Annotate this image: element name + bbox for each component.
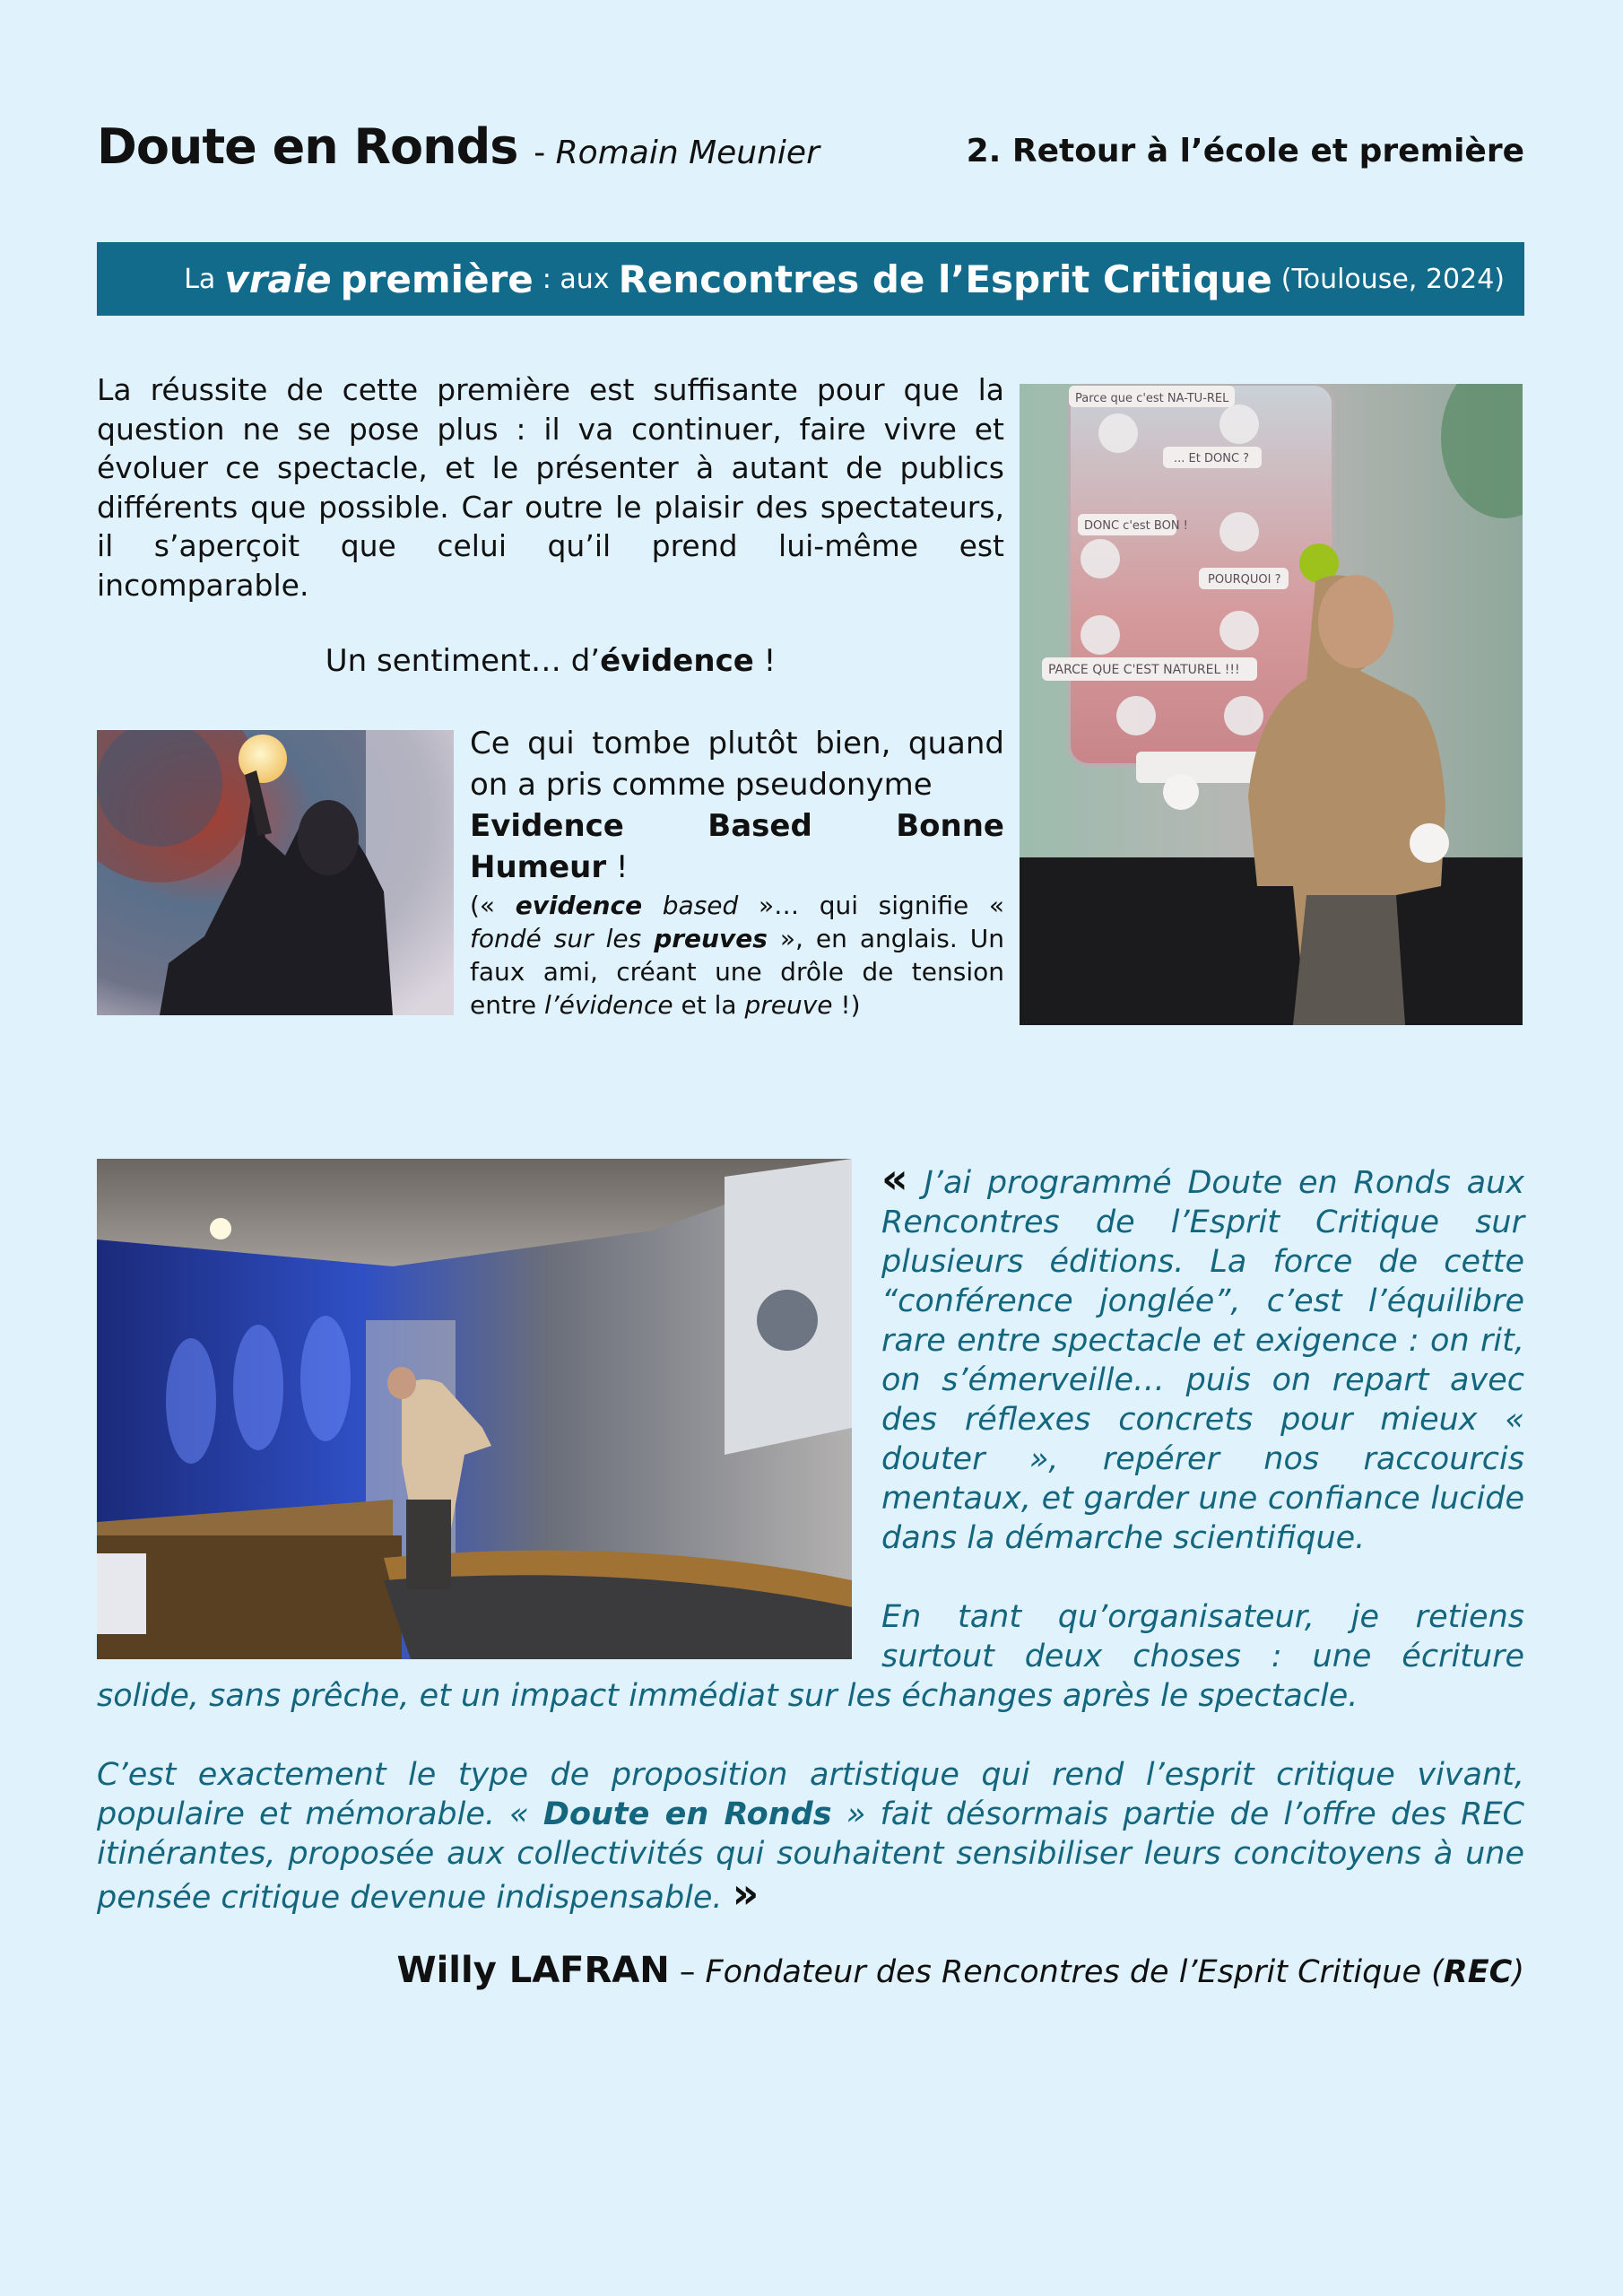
- banner-aux: : aux: [542, 263, 610, 295]
- pseudo-name: Evidence Based Bonne Humeur: [470, 808, 1004, 885]
- slide-line-1: Parce que c'est NA-TU-REL: [1075, 392, 1229, 405]
- sentiment-line: [97, 643, 1004, 679]
- banner-premiere: première: [340, 257, 534, 301]
- title-dash: -: [534, 135, 546, 171]
- note-open: («: [470, 891, 516, 920]
- attribution-rec: REC: [1443, 1954, 1513, 1990]
- photo-auditorium: [97, 1159, 852, 1659]
- attribution-name: Willy LAFRAN: [396, 1950, 670, 1991]
- quote-p3-before: C’est exactement le type de proposition artistique qui rend l’esprit critique vivant, populaire et mémorable. «: [97, 1757, 1524, 1832]
- slide-line-4: POURQUOI ?: [1208, 573, 1281, 587]
- note-based: based: [642, 891, 739, 920]
- slide-line-3: DONC c'est BON !: [1084, 519, 1188, 533]
- photo-juggler-silhouette: [97, 730, 454, 1015]
- evidence-note: [470, 889, 1004, 1022]
- intro-paragraph: La réussite de cette première est suffisante pour que la question ne se pose plus : il va continuer, faire vivre et évoluer ce spectacle, et le présenter à autant de publics différents que possible. Car outre le plaisir des spectateurs, il s’aperçoit que celui qu’il prend lui-même est incomparable.: [97, 372, 1004, 603]
- slide-line-2: ... Et DONC ?: [1174, 452, 1250, 465]
- show-title: Doute en Ronds: [97, 118, 518, 175]
- author-name: Romain Meunier: [555, 135, 820, 171]
- pseudo-text: Ce qui tombe plutôt bien, quand on a pris comme pseudonyme: [470, 726, 1004, 803]
- quote-p3-after: » fait désormais partie de l’offre des REC itinérantes, proposée aux collectivités qui souhaitent sensibiliser leurs concitoyens à une pensée critique devenue indispensable.: [97, 1796, 1524, 1916]
- photo-auditorium-graphic: [97, 1159, 852, 1659]
- banner-la: La: [184, 263, 216, 295]
- note-l-evidence: l’évidence: [543, 990, 673, 1020]
- quote-p1-text: J’ai programmé Doute en Ronds aux Rencontres de l’Esprit Critique sur plusieurs éditions. La force de cette “conférence jonglée”, c’est l’équilibre rare entre spectacle et exigence : on rit, on s’émerveille… puis on repart avec des réflexes concrets pour mieux « douter », repérer nos raccourcis mentaux, et garder une confiance lucide dans la démarche scientifique.: [881, 1165, 1524, 1556]
- header-subtitle: [534, 135, 820, 171]
- quote-attribution: [396, 1950, 1524, 1991]
- note-evidence: evidence: [515, 891, 643, 920]
- note-preuves: preuves: [654, 924, 768, 953]
- attribution-role: Fondateur des Rencontres de l’Esprit Critique (: [705, 1954, 1444, 1990]
- banner-vraie: vraie: [224, 257, 332, 301]
- photo-juggler-stage: [1020, 384, 1523, 1025]
- quote-close-mark: »: [732, 1869, 759, 1918]
- banner-place-year: (Toulouse, 2024): [1280, 263, 1505, 295]
- note-fonde: fondé sur les: [470, 924, 655, 953]
- note-close: !): [832, 990, 861, 1020]
- pseudo-suffix: !: [606, 849, 629, 885]
- section-title: 2. Retour à l’école et première: [966, 133, 1524, 170]
- photo-juggler-silhouette-graphic: [97, 730, 454, 1015]
- quote-open-mark: «: [881, 1154, 908, 1203]
- pseudo-paragraph: [470, 723, 1004, 888]
- slide-line-5: PARCE QUE C'EST NATUREL !!!: [1048, 663, 1240, 677]
- quote-p3-bold: Doute en Ronds: [542, 1796, 832, 1832]
- note-preuve: preuve: [744, 990, 833, 1020]
- sentiment-bold: évidence: [600, 643, 754, 679]
- quote-paragraph-3: [97, 1755, 1524, 1918]
- banner-event: Rencontres de l’Esprit Critique: [618, 257, 1272, 301]
- header-title: [97, 118, 820, 175]
- sentiment-prefix: Un sentiment… d’: [325, 643, 601, 679]
- note-et-la: et la: [673, 990, 745, 1020]
- sentiment-suffix: !: [753, 643, 777, 679]
- section-banner: [97, 242, 1524, 316]
- attribution-close: ): [1512, 1954, 1524, 1990]
- quote-paragraph-2: En tant qu’organisateur, je retiens surtout deux choses : une écriture solide, sans prêche, et un impact immédiat sur les échanges après le spectacle.: [97, 1599, 1524, 1714]
- note-mid: »… qui signifie «: [738, 891, 1004, 920]
- attribution-dash: –: [669, 1954, 706, 1990]
- note-after-preuves: », en anglais. Un faux ami, créant une drôle de tension entre: [470, 924, 1005, 1020]
- photo-juggler-stage-graphic: [1020, 384, 1523, 1025]
